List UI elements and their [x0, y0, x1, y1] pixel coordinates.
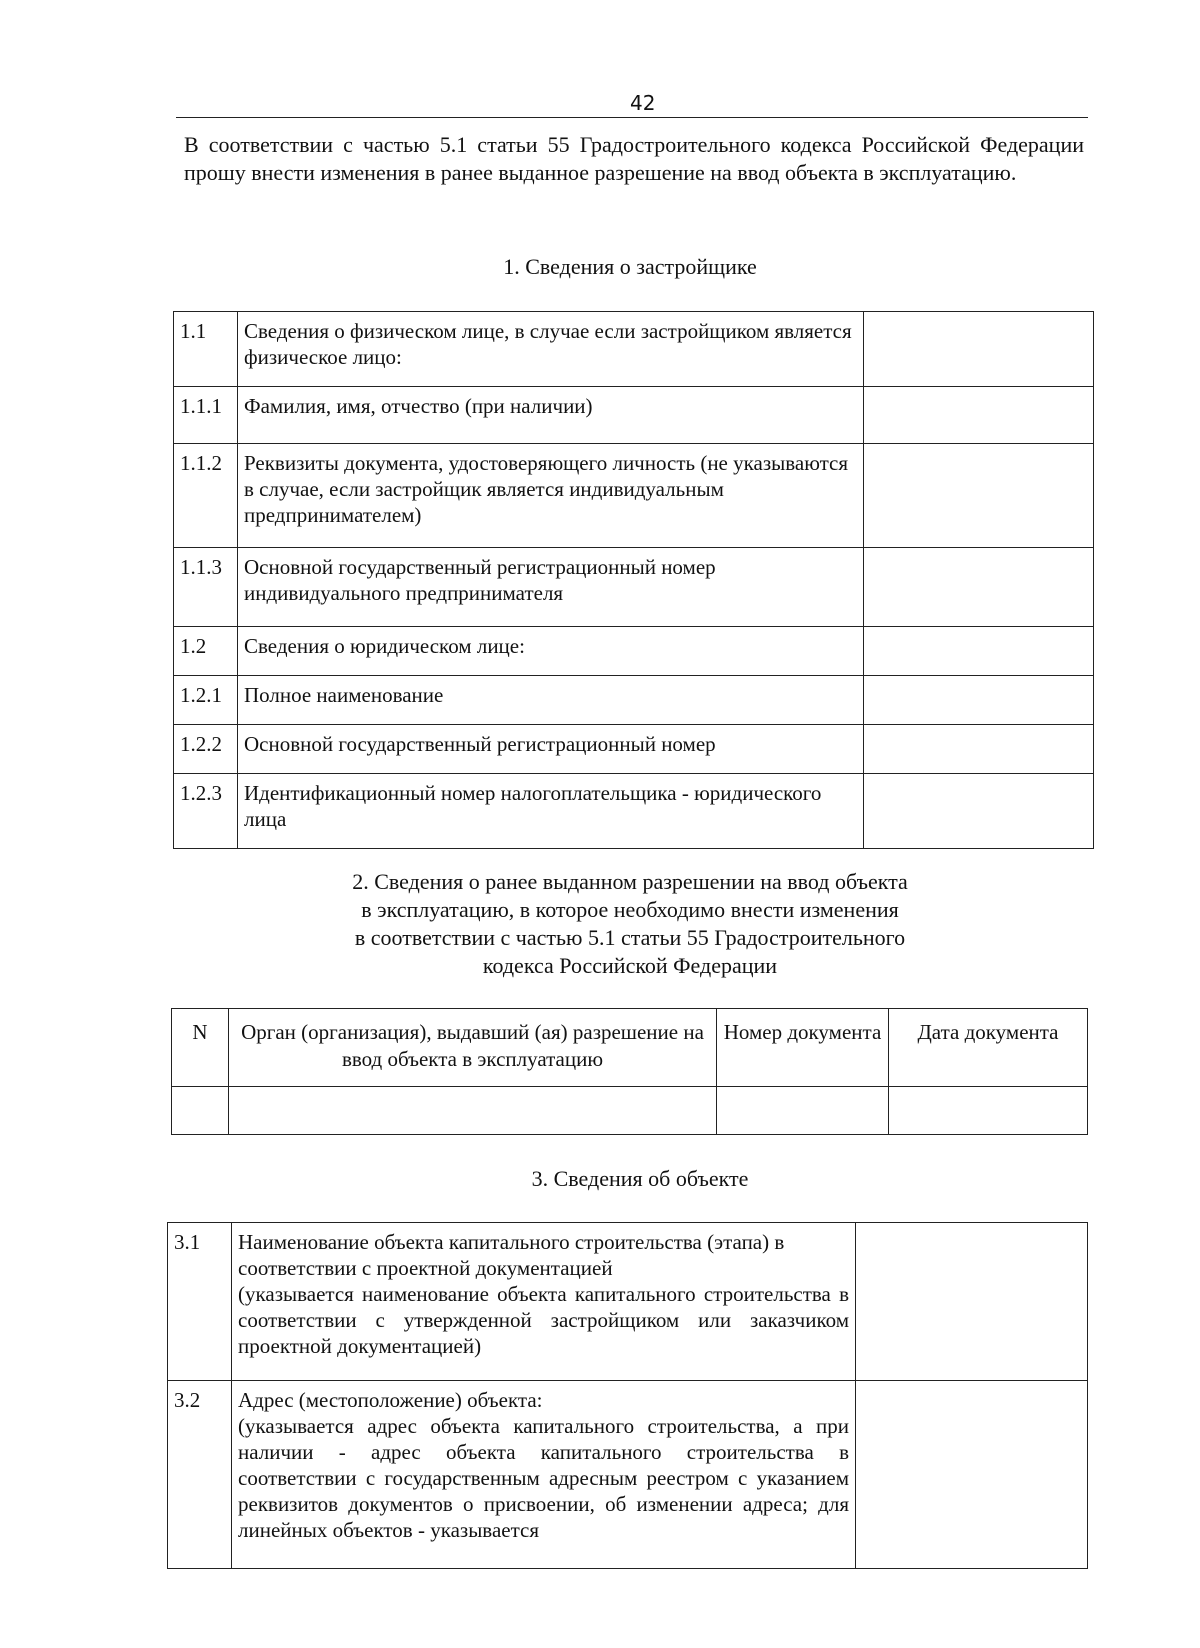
- row-number: 1.1: [174, 312, 238, 387]
- row-number: 1.2.2: [174, 725, 238, 774]
- row-label-text: Наименование объекта капитального строительства (этапа) в соответствии с проектной документацией: [238, 1230, 785, 1280]
- section2-title-line: кодекса Российской Федерации: [482, 953, 778, 978]
- column-header-number: N: [172, 1009, 229, 1087]
- row-label-text: Адрес (местоположение) объекта:: [238, 1388, 543, 1412]
- row-label: [232, 1223, 856, 1381]
- value-cell[interactable]: [856, 1223, 1088, 1381]
- section2-title: [310, 868, 950, 980]
- table-row: [174, 444, 1094, 548]
- table-row: [174, 627, 1094, 676]
- value-cell[interactable]: [864, 774, 1094, 849]
- row-label: Фамилия, имя, отчество (при наличии): [238, 387, 864, 444]
- table-row: [174, 312, 1094, 387]
- permit-table: [171, 1008, 1088, 1135]
- table-row: [174, 387, 1094, 444]
- row-label: Полное наименование: [238, 676, 864, 725]
- row-number: 3.1: [168, 1223, 232, 1381]
- value-cell[interactable]: [864, 312, 1094, 387]
- row-label: [232, 1381, 856, 1569]
- row-label: Реквизиты документа, удостоверяющего личность (не указываются в случае, если застройщик является индивидуальным предпринимателем): [238, 444, 864, 548]
- table-row: [172, 1087, 1088, 1135]
- value-cell[interactable]: [856, 1381, 1088, 1569]
- row-number: 1.1.3: [174, 548, 238, 627]
- value-cell[interactable]: [864, 676, 1094, 725]
- row-note: (указывается наименование объекта капитального строительства в соответствии с утвержденной застройщиком или заказчиком проектной документацией): [238, 1282, 849, 1358]
- value-cell[interactable]: [864, 387, 1094, 444]
- row-number: 3.2: [168, 1381, 232, 1569]
- value-cell[interactable]: [864, 444, 1094, 548]
- header-rule: [176, 117, 1088, 118]
- table-row: [168, 1223, 1088, 1381]
- row-number: 1.2: [174, 627, 238, 676]
- value-cell[interactable]: [864, 548, 1094, 627]
- page-number: 42: [630, 91, 656, 115]
- value-cell[interactable]: [864, 627, 1094, 676]
- object-info-table: [167, 1222, 1088, 1569]
- authority-cell[interactable]: [229, 1087, 717, 1135]
- developer-info-table: [173, 311, 1094, 849]
- row-label: Основной государственный регистрационный номер: [238, 725, 864, 774]
- row-number: 1.1.2: [174, 444, 238, 548]
- table-row: [174, 725, 1094, 774]
- section2-title-line: в эксплуатацию, в которое необходимо внести изменения: [361, 897, 899, 922]
- column-header-authority: Орган (организация), выдавший (ая) разрешение на ввод объекта в эксплуатацию: [229, 1009, 717, 1087]
- section1-title: 1. Сведения о застройщике: [503, 254, 757, 279]
- row-label: Сведения о юридическом лице:: [238, 627, 864, 676]
- row-label: Идентификационный номер налогоплательщика - юридического лица: [238, 774, 864, 849]
- section2-title-line: в соответствии с частью 5.1 статьи 55 Градостроительного: [354, 925, 906, 950]
- row-number: 1.2.3: [174, 774, 238, 849]
- row-label: Основной государственный регистрационный номер индивидуального предпринимателя: [238, 548, 864, 627]
- table-row: [174, 676, 1094, 725]
- doc-number-cell[interactable]: [717, 1087, 889, 1135]
- table-row: [174, 548, 1094, 627]
- row-note: (указывается адрес объекта капитального строительства, а при наличии - адрес объекта капитального строительства в соответствии с государственным адресным реестром с указанием реквизитов документов о присвоении, об изменении адреса; для линейных объектов - указывается: [238, 1414, 849, 1542]
- table-row: [174, 774, 1094, 849]
- value-cell[interactable]: [864, 725, 1094, 774]
- column-header-doc-number: Номер документа: [717, 1009, 889, 1087]
- section2-title-line: 2. Сведения о ранее выданном разрешении на ввод объекта: [352, 869, 908, 894]
- doc-date-cell[interactable]: [889, 1087, 1088, 1135]
- number-cell[interactable]: [172, 1087, 229, 1135]
- row-label: Сведения о физическом лице, в случае если застройщиком является физическое лицо:: [238, 312, 864, 387]
- table-row: [168, 1381, 1088, 1569]
- row-number: 1.2.1: [174, 676, 238, 725]
- table-header-row: [172, 1009, 1088, 1087]
- intro-paragraph: В соответствии с частью 5.1 статьи 55 Градостроительного кодекса Российской Федерации прошу внести изменения в ранее выданное разрешение на ввод объекта в эксплуатацию.: [184, 132, 1084, 185]
- row-number: 1.1.1: [174, 387, 238, 444]
- column-header-doc-date: Дата документа: [889, 1009, 1088, 1087]
- section3-title: 3. Сведения об объекте: [531, 1166, 749, 1191]
